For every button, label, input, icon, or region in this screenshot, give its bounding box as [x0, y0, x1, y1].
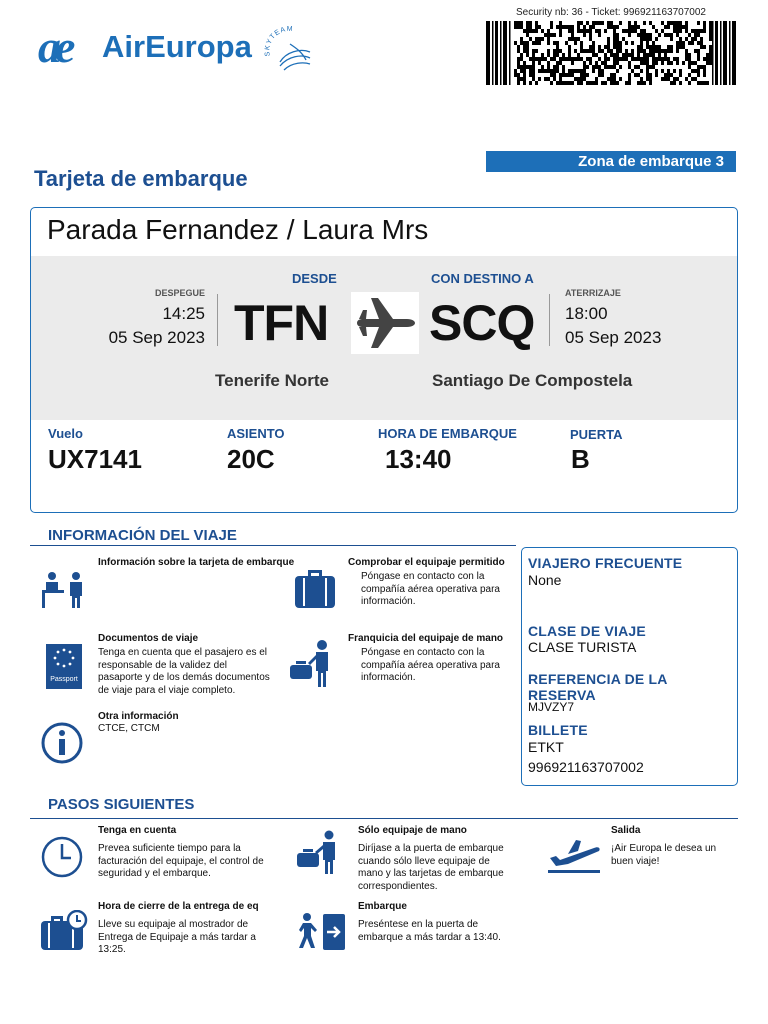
boarding-time: 13:40: [385, 444, 452, 474]
arrival-time: 18:00: [565, 304, 608, 323]
flight-label: Vuelo: [48, 426, 83, 441]
passport-label: Passport: [50, 676, 78, 683]
step-text: Prevea suficiente tiempo para la facturación del equipaje, el control de seguridad y el embarque.: [98, 843, 264, 879]
security-ticket-line: Security nb: 36 - Ticket: 996921163707002: [516, 7, 706, 18]
ticket-number: 996921163707002: [528, 759, 644, 775]
info-title: Franquicia del equipaje de mano: [348, 633, 504, 644]
step-title: Sólo equipaje de mano: [358, 825, 467, 836]
ticket-type: ETKT: [528, 739, 564, 755]
brand-name: AirEuropa: [102, 29, 252, 64]
info-icon: [40, 721, 84, 765]
passenger-name: Parada Fernandez / Laura Mrs: [47, 214, 429, 245]
arrival-label: ATERRIZAJE: [565, 288, 621, 298]
clock-icon: [40, 835, 84, 879]
info-title: Otra información: [98, 711, 179, 722]
info-title: Información sobre la tarjeta de embarque: [98, 557, 295, 568]
info-text: Póngase en contacto con la compañía aérea operativa para información.: [361, 571, 500, 607]
divider: [217, 294, 218, 346]
travel-class-label: CLASE DE VIAJE: [528, 623, 646, 639]
step-title: Tenga en cuenta: [98, 825, 177, 836]
traveler-luggage-icon: [288, 639, 336, 689]
boarding-time-label: HORA DE EMBARQUE: [378, 426, 517, 441]
passenger-details-box: [521, 547, 738, 786]
boarding-card: [30, 207, 738, 513]
section-rule: [30, 818, 738, 819]
frequent-flyer-label: VIAJERO FRECUENTE: [528, 555, 683, 571]
step-title: Embarque: [358, 901, 407, 912]
info-title: Comprobar el equipaje permitido: [348, 557, 505, 568]
airline-logo-icon: ae: [38, 21, 70, 72]
step-title: Salida: [611, 825, 641, 836]
to-label: CON DESTINO A: [431, 271, 534, 286]
gate-boarding-icon: [297, 912, 347, 952]
svg-text:SKYTEAM: SKYTEAM: [264, 25, 294, 57]
step-text: Diríjase a la puerta de embarque cuando sólo lleve equipaje de mano y las tarjetas de embarque correspondientes.: [358, 843, 504, 892]
booking-reference-value: MJVZY7: [528, 700, 575, 714]
info-title: Documentos de viaje: [98, 633, 199, 644]
frequent-flyer-value: None: [528, 572, 562, 588]
suitcase-clock-icon: [39, 910, 89, 952]
flight-number: UX7141: [48, 444, 142, 474]
step-text: Lleve su equipaje al mostrador de Entrega de Equipaje a más tardar a 13:25.: [98, 919, 256, 955]
barcode-icon: [486, 21, 736, 85]
departure-time: 14:25: [162, 304, 205, 323]
counter-staff-icon: [40, 570, 88, 610]
booking-reference-label: REFERENCIA DE LA RESERVA: [528, 671, 668, 703]
next-steps-heading: PASOS SIGUIENTES: [48, 796, 195, 813]
gate-label: PUERTA: [570, 427, 623, 442]
info-text: Tenga en cuenta que el pasajero es el responsable de la validez del pasaporte y de los demás documentos de viaje para el viaje completo.: [98, 647, 270, 696]
departure-label: DESPEGUE: [154, 288, 205, 298]
airplane-icon: [351, 292, 419, 354]
suitcase-icon: [293, 568, 337, 610]
arrival-date: 05 Sep 2023: [565, 328, 662, 347]
to-code: SCQ: [429, 295, 535, 351]
trip-info-heading: INFORMACIÓN DEL VIAJE: [48, 527, 237, 544]
info-text: Póngase en contacto con la compañía aérea operativa para información.: [361, 647, 500, 683]
step-text: ¡Air Europa le desea un buen viaje!: [611, 843, 717, 867]
boarding-zone-badge: Zona de embarque 3: [486, 151, 736, 172]
seat-number: 20C: [227, 444, 275, 474]
ticket-label: BILLETE: [528, 722, 588, 738]
passport-icon: [46, 644, 82, 689]
from-code: TFN: [234, 295, 329, 351]
section-rule: [30, 545, 516, 546]
departure-date: 05 Sep 2023: [108, 328, 205, 347]
step-title: Hora de cierre de la entrega de eq: [98, 901, 259, 912]
seat-label: ASIENTO: [227, 426, 285, 441]
departure-plane-icon: [546, 836, 602, 874]
travel-class-value: CLASE TURISTA: [528, 639, 637, 655]
gate-value: B: [571, 444, 590, 474]
info-text: CTCE, CTCM: [98, 723, 160, 734]
divider: [549, 294, 550, 346]
to-city: Santiago De Compostela: [432, 371, 633, 390]
traveler-luggage-icon: [295, 830, 343, 876]
step-text: Preséntese en la puerta de embarque a más tardar a 13:40.: [358, 919, 501, 943]
from-label: DESDE: [292, 271, 337, 286]
from-city: Tenerife Norte: [215, 371, 329, 390]
page-title: Tarjeta de embarque: [34, 166, 248, 191]
skyteam-icon: [260, 22, 316, 78]
